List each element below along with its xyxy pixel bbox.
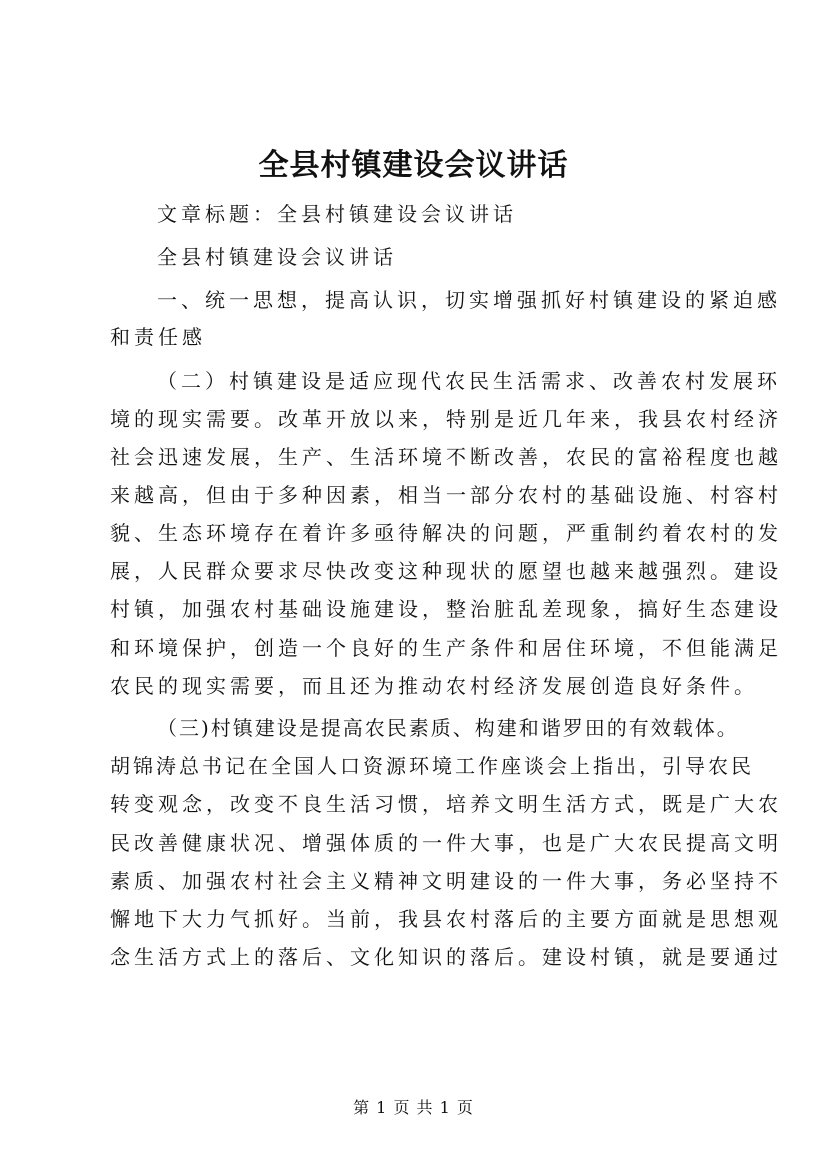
- text-line: 农民的现实需要，而且还为推动农村经济发展创造良好条件。: [110, 674, 758, 698]
- text-line: （二）村镇建设是适应现代农民生活需求、改善农村发展环: [157, 369, 781, 393]
- text-line: 展，人民群众要求尽快改变这种现状的愿望也越来越强烈。建设: [110, 559, 782, 583]
- document-title: 全县村镇建设会议讲话: [258, 148, 569, 183]
- text-line: （三)村镇建设是提高农民素质、构建和谐罗田的有效载体。: [157, 716, 739, 740]
- text-line: 村镇，加强农村基础设施建设，整治脏乱差现象，搞好生态建设: [110, 597, 782, 621]
- text-line: 和责任感: [110, 325, 206, 349]
- text-line: 懈地下大力气抓好。当前，我县农村落后的主要方面就是思想观: [110, 907, 782, 931]
- text-line: 素质、加强农村社会主义精神文明建设的一件大事，务必坚持不: [110, 869, 782, 893]
- text-line: 全县村镇建设会议讲话: [157, 245, 397, 269]
- text-line: 境的现实需要。改革开放以来，特别是近几年来，我县农村经济: [110, 407, 782, 431]
- text-line: 文章标题：全县村镇建设会议讲话: [157, 202, 517, 226]
- text-line: 貌、生态环境存在着许多亟待解决的问题，严重制约着农村的发: [110, 521, 782, 545]
- text-line: 和环境保护，创造一个良好的生产条件和居住环境，不但能满足: [110, 636, 782, 660]
- text-line: 转变观念，改变不良生活习惯，培养文明生活方式，既是广大农: [110, 792, 782, 816]
- text-line: 一、统一思想，提高认识，切实增强抓好村镇建设的紧迫感: [157, 288, 781, 312]
- text-line: 社会迅速发展，生产、生活环境不断改善，农民的富裕程度也越: [110, 445, 782, 469]
- page-number-footer: 第 1 页 共 1 页: [353, 1098, 474, 1117]
- text-line: 念生活方式上的落后、文化知识的落后。建设村镇，就是要通过: [110, 945, 782, 969]
- text-line: 民改善健康状况、增强体质的一件大事，也是广大农民提高文明: [110, 831, 782, 855]
- text-line: 胡锦涛总书记在全国人口资源环境工作座谈会上指出，引导农民: [110, 754, 754, 778]
- text-line: 来越高，但由于多种因素，相当一部分农村的基础设施、村容村: [110, 483, 782, 507]
